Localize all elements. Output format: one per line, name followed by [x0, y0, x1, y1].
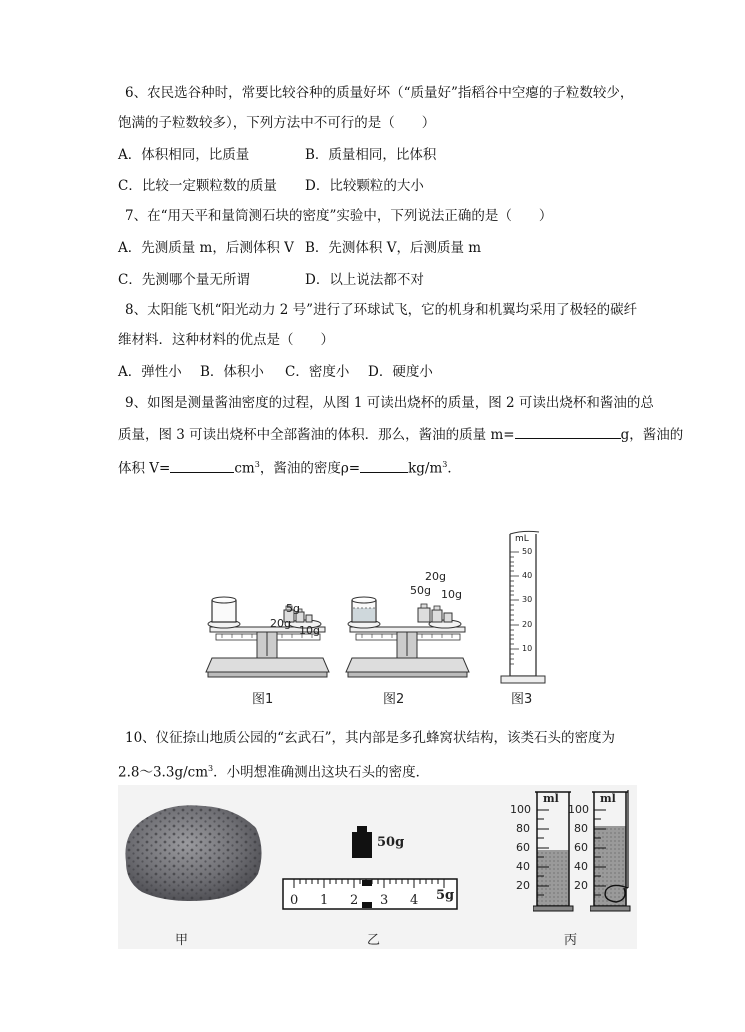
scale-tick-3: 3	[380, 893, 389, 908]
scale-tick-0: 0	[290, 893, 299, 908]
q9-line2	[118, 424, 683, 445]
cylinder-tick-30: 30	[522, 595, 533, 604]
weight-50g-icon	[350, 825, 374, 859]
q9-density-label: ，酱油的密度ρ=	[259, 460, 361, 477]
q6-line1: 6、农民选谷种时，常要比较谷种的质量好坏（“质量好”指稻谷中空瘪的子粒数较少，	[125, 85, 634, 101]
cylinder-tick-40: 40	[522, 571, 533, 580]
q6-line2: 饱满的子粒数较多），下列方法中不可行的是（ ）	[118, 115, 436, 131]
q9-density-unit: kg/m	[408, 460, 443, 477]
q6-option-c: C．比较一定颗粒数的质量	[118, 178, 277, 194]
basalt-rock-image	[118, 792, 268, 907]
q6-option-b: B．质量相同，比体积	[305, 147, 437, 163]
fig2-weight-label-20g: 20g	[425, 570, 446, 583]
q8-option-d: D．硬度小	[368, 364, 433, 380]
fig3-caption: 图3	[511, 692, 533, 707]
balance-beam-scale	[282, 877, 458, 911]
q7-option-a: A．先测质量 m，后测体积 V	[118, 240, 294, 256]
cyl-a-tick-100: 100	[510, 803, 531, 816]
cylinder-unit-label: mL	[515, 534, 529, 544]
q10-line2-tail: ．小明想准确测出这块石头的密度．	[213, 764, 430, 781]
weight-50g-label: 50g	[377, 835, 405, 850]
scale-tick-1: 1	[320, 893, 329, 908]
q9-line1: 9、如图是测量酱油密度的过程，从图 1 可读出烧杯的质量，图 2 可读出烧杯和酱油的总	[125, 395, 654, 411]
q8-option-c: C．密度小	[285, 364, 350, 380]
q10-line2	[118, 759, 429, 783]
cyl-a-tick-60: 60	[516, 841, 530, 854]
cylinder-a-unit: ml	[543, 792, 559, 805]
scale-tick-5g: 5g	[436, 888, 455, 903]
cyl-b-tick-100: 100	[568, 803, 589, 816]
caption-bing: 丙	[564, 933, 578, 948]
q8-option-b: B．体积小	[200, 364, 264, 380]
q9-volume-unit: cm	[234, 460, 255, 477]
fig2-caption: 图2	[383, 692, 405, 707]
cyl-b-tick-40: 40	[574, 860, 588, 873]
q10-density-range-sup: 3	[208, 764, 214, 773]
cylinder-after-icon	[590, 788, 636, 912]
q9-line2-tail: g，酱油的	[620, 427, 684, 443]
cyl-b-tick-60: 60	[574, 841, 588, 854]
q10-line1: 10、仪征捺山地质公园的“玄武石”，其内部是多孔蜂窝状结构，该类石头的密度为	[125, 730, 615, 746]
q6-option-a: A．体积相同，比质量	[118, 147, 250, 163]
caption-yi: 乙	[367, 933, 381, 948]
cyl-b-tick-80: 80	[574, 822, 588, 835]
caption-jia: 甲	[175, 933, 189, 948]
scale-tick-4: 4	[410, 893, 419, 908]
fig1-weight-label-20g: 20g	[270, 617, 291, 630]
fig1-caption: 图1	[252, 692, 274, 707]
q9-volume-unit-sup: 3	[254, 460, 260, 469]
cyl-a-tick-40: 40	[516, 860, 530, 873]
cylinder-tick-20: 20	[522, 620, 533, 629]
q6-option-d: D．比较颗粒的大小	[305, 178, 424, 194]
cylinder-tick-50: 50	[522, 547, 533, 556]
fig2-weight-label-10g: 10g	[441, 588, 462, 601]
q7-option-b: B．先测体积 V，后测质量 m	[305, 240, 482, 256]
q9-period: ．	[447, 460, 461, 477]
fig1-weight-label-10g: 10g	[299, 624, 320, 637]
q8-option-a: A．弹性小	[118, 364, 182, 380]
q9-line3	[118, 455, 461, 479]
q9-volume-label: 体积 V=	[118, 460, 171, 477]
q9-density-unit-sup: 3	[442, 460, 448, 469]
fig1-weight-label-5g: 5g	[286, 602, 300, 615]
cylinder-tick-10: 10	[522, 644, 533, 653]
q7-line1: 7、在“用天平和量筒测石块的密度”实验中，下列说法正确的是（ ）	[125, 208, 553, 224]
q8-line1: 8、太阳能飞机“阳光动力 2 号”进行了环球试飞，它的机身和机翼均采用了极轻的碳纤	[125, 302, 638, 318]
cylinder-b-unit: ml	[600, 792, 616, 805]
cyl-a-tick-20: 20	[516, 879, 530, 892]
q8-line2: 维材料．这种材料的优点是（ ）	[118, 332, 334, 348]
cyl-b-tick-20: 20	[574, 879, 588, 892]
q7-option-c: C．先测哪个量无所谓	[118, 272, 250, 288]
cyl-a-tick-80: 80	[516, 822, 530, 835]
q9-line2-text: 质量，图 3 可读出烧杯中全部酱油的体积．那么，酱油的质量 m=	[118, 427, 515, 443]
mass-blank[interactable]	[515, 424, 621, 439]
q10-density-range: 2.8～3.3g/cm	[118, 764, 208, 781]
scale-tick-2: 2	[350, 893, 359, 908]
q7-option-d: D．以上说法都不对	[305, 272, 424, 288]
volume-blank[interactable]	[170, 458, 234, 473]
density-blank[interactable]	[360, 458, 408, 473]
fig2-weight-label-50g: 50g	[410, 584, 431, 597]
